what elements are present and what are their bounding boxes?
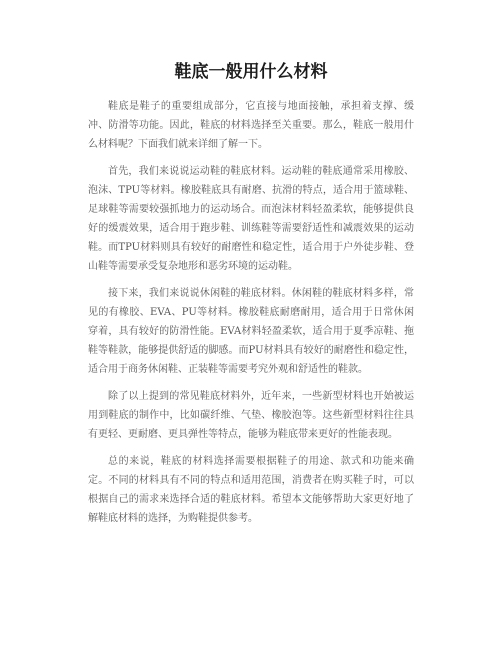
- paragraph-conclusion: 总的来说，鞋底的材料选择需要根据鞋子的用途、款式和功能来确定。不同的材料具有不同的特点和适用范围，消费者在购买鞋子时，可以根据自己的需求来选择合适的鞋底材料。希望本文能够帮助大家更好地了解鞋底材料的选择，为购鞋提供参考。: [88, 456, 414, 524]
- document-body: [88, 97, 414, 536]
- paragraph-intro: 鞋底是鞋子的重要组成部分，它直接与地面接触，承担着支撑、缓冲、防滑等功能。因此，鞋底的材料选择至关重要。那么，鞋底一般用什么材料呢？下面我们就来详细了解一下。: [88, 101, 414, 150]
- paragraph-casual-shoes: 接下来，我们来说说休闲鞋的鞋底材料。休闲鞋的鞋底材料多样，常见的有橡胶、EVA、PU等材料。橡胶鞋底耐磨耐用，适合用于日常休闲穿着，具有较好的防滑性能。EVA材料轻盈柔软，适合用于夏季凉鞋、拖鞋等鞋款，能够提供舒适的脚感。而PU材料具有较好的耐磨性和稳定性，适合用于商务休闲鞋、正装鞋等需要考究外观和舒适性的鞋款。: [88, 288, 414, 375]
- paragraph-sports-shoes: 首先，我们来说说运动鞋的鞋底材料。运动鞋的鞋底通常采用橡胶、泡沫、TPU等材料。橡胶鞋底具有耐磨、抗滑的特点，适合用于篮球鞋、足球鞋等需要较强抓地力的运动场合。而泡沫材料轻盈柔软，能够提供良好的缓震效果，适合用于跑步鞋、训练鞋等需要舒适性和减震效果的运动鞋。而TPU材料则具有较好的耐磨性和稳定性，适合用于户外徒步鞋、登山鞋等需要承受复杂地形和恶劣环境的运动鞋。: [88, 166, 414, 272]
- paragraph-new-materials: 除了以上提到的常见鞋底材料外，近年来，一些新型材料也开始被运用到鞋底的制作中，比如碳纤维、气垫、橡胶泡等。这些新型材料往往具有更轻、更耐磨、更具弹性等特点，能够为鞋底带来更好的性能表现。: [88, 391, 414, 440]
- document-title: 鞋底一般用什么材料: [174, 62, 328, 82]
